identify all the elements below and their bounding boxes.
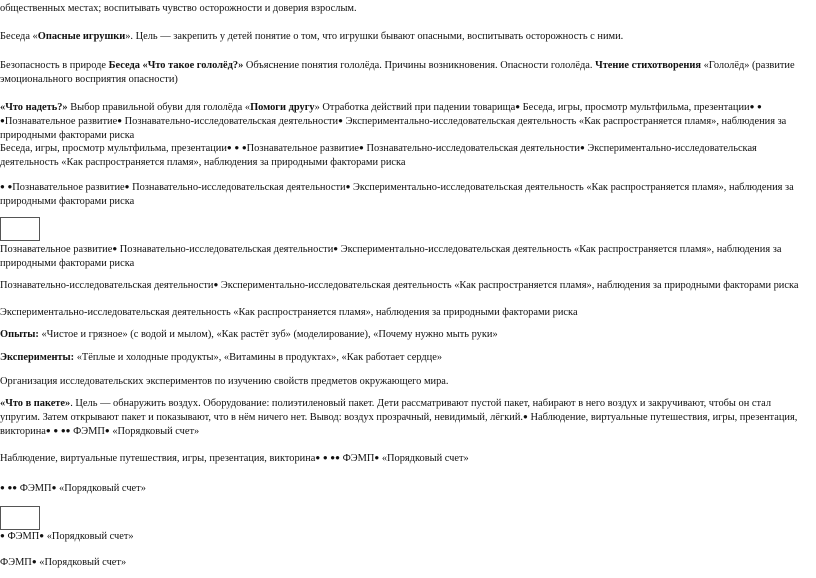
paragraph-what-to-wear [0,101,812,143]
text-span: «Порядковый счет» [379,453,469,464]
bullet-icon: ● [338,116,343,125]
text-span: Познавательно-исследовательская деятельности [122,116,339,127]
paragraph-research-organization [0,375,812,389]
bold-title: Чтение стихотворения [595,60,701,71]
bold-title: «Что в пакете» [0,398,71,409]
paragraph-dangerous-toys [0,30,812,44]
paragraph-experiments-hygiene [0,328,812,342]
bullet-icon: ● [0,182,5,191]
text-span: Познавательное развитие [12,182,125,193]
text-span: » Отработка действий при падении товарища [314,102,516,113]
bullet-icon: ● [579,143,585,152]
text-span: ФЭМП [0,557,32,568]
text-span: Организация исследовательских экспериментов по изучению свойств предметов окружающего мира. [0,376,449,387]
bullet-icon: ● [330,453,336,462]
text-span: Беседа, игры, просмотр мультфильма, презентации [0,143,227,154]
bullet-icon: ● [749,102,755,111]
text-span: ». Цель — закрепить у детей понятие о том, что игрушки бывают опасными, воспитывать осторожность с ними. [125,31,624,42]
bullet-icon: ● [53,426,59,435]
text-span: ФЭМП [70,426,105,437]
paragraph-experimental-activity [0,306,812,320]
paragraph-observation [0,452,812,466]
bullet-icon: ● [0,531,5,540]
text-span: Экспериментально-исследовательская деятельность «Как распространяется пламя», наблюдения за природными факторами риска [0,116,787,141]
bullet-icon: ● [60,426,66,435]
text-span: «Тёплые и холодные продукты», «Витамины в продуктах», «Как работает сердце» [74,352,443,363]
bullet-icon: ● [345,182,351,191]
bold-title: Помоги другу [250,102,315,113]
text-span: ФЭМП [17,483,52,494]
bullet-icon: ● [112,244,118,253]
paragraph-ice-talk [0,59,812,87]
bold-title: Беседа «Что такое гололёд?» [108,60,244,71]
paragraph-what-in-bag [0,397,812,439]
bullet-icon: ● [241,143,247,152]
bullet-icon: ● [31,557,37,566]
text-span: Познавательно-исследовательская деятельности [0,280,214,291]
text-span: Познавательное развитие [4,116,118,127]
text-span: Объяснение понятия гололёда. Причины возникновения. Опасности гололёда. [243,60,596,71]
bullet-icon: ● [315,453,321,462]
text-span: Экспериментально-исследовательская деятельность «Как распространяется пламя», наблюдения за природными факторами риска [0,182,794,207]
paragraph-fmp-3 [0,556,812,570]
text-span: Познавательно-исследовательская деятельности [129,182,346,193]
bold-title: Эксперименты: [0,352,75,363]
bullet-icon: ● [65,426,71,435]
bold-title: «Что надеть?» [0,102,68,113]
text-span: Познавательное развитие [0,244,113,255]
bullet-icon: ● [7,182,13,191]
empty-table-cell [0,506,40,530]
bold-title: Опасные игрушки [37,31,126,42]
bullet-icon: ● [515,102,521,111]
paragraph-research-activity [0,279,812,293]
paragraph-experiments-food [0,351,812,365]
text-span: ФЭМП [4,531,40,542]
bullet-icon: ● [335,453,340,462]
bullet-icon: ● [213,280,219,289]
text-span: общественных местах; воспитывать чувство осторожности и доверия взрослым. [0,3,357,14]
bullet-icon: ● [7,483,13,492]
bullet-icon: ● [39,531,45,540]
text-span: Экспериментально-исследовательская деятельность «Как распространяется пламя», наблюдения за природными факторами риска [0,244,782,269]
text-span: Выбор правильной обуви для гололёда « [67,102,251,113]
paragraph-fmp-1 [0,482,812,496]
text-span: Экспериментально-исследовательская деятельность «Как распространяется пламя», наблюдения за природными факторами риска [218,280,799,291]
paragraph-conversation-games [0,142,812,170]
text-span: Безопасность в природе [0,60,109,71]
text-span: . Цель — обнаружить воздух. Оборудование: полиэтиленовый пакет. Дети рассматривают пустой пакет, набирают в него воздух и закручивают, чтобы он стал упругим. Затем открывают пакет и показывают, что в нём ничего нет. Вывод: воздух прозрачный, невидимый, лёгкий. [0,398,772,423]
text-span: Экспериментально-исследовательская деятельность «Как распространяется пламя», наблюдения за природными факторами риска [0,307,578,318]
paragraph-safety-public [0,2,812,16]
bullet-icon: ● [51,483,57,492]
paragraph-cognitive-development [0,181,812,209]
bullet-icon: ● [0,483,5,492]
text-span: Беседа « [0,31,38,42]
bullet-icon: ● [523,412,528,421]
bullet-icon: ● [374,453,380,462]
text-span: Беседа, игры, просмотр мультфильма, презентации [520,102,750,113]
bullet-icon: ● [359,143,364,152]
bullet-icon: ● [12,483,18,492]
bullet-icon: ● [124,182,130,191]
text-span: ФЭМП [339,453,375,464]
text-span: «Чистое и грязное» (с водой и мылом), «Как растёт зуб» (моделирование), «Почему нужно мыть руки» [38,329,498,340]
text-span: «Гололёд» (развитие эмоционального восприятия опасности) [0,60,795,85]
bullet-icon: ● [757,102,762,111]
text-span: Наблюдение, виртуальные путешествия, игры, презентация, викторина [0,412,798,437]
bullet-icon: ● [322,453,328,462]
text-span: Наблюдение, виртуальные путешествия, игры, презентация, викторина [0,453,316,464]
bullet-icon: ● [226,143,232,152]
bullet-icon: ● [104,426,110,435]
paragraph-fmp-2 [0,530,812,544]
bullet-icon: ● [0,116,5,125]
text-span: Познавательно-исследовательская деятельности [363,143,580,154]
bold-title: Опыты: [0,329,39,340]
bullet-icon: ● [117,116,123,125]
text-span: «Порядковый счет» [36,557,127,568]
text-span: «Порядковый счет» [44,531,134,542]
text-span: Познавательно-исследовательская деятельности [117,244,334,255]
text-span: Экспериментально-исследовательская деятельность «Как распространяется пламя», наблюдения за природными факторами риска [0,143,757,168]
bullet-icon: ● [333,244,339,253]
text-span: Познавательное развитие [246,143,360,154]
empty-table-cell [0,217,40,241]
text-span: «Порядковый счет» [56,483,146,494]
paragraph-cognitive-research [0,243,812,271]
bullet-icon: ● [234,143,240,152]
bullet-icon: ● [45,426,51,435]
text-span: «Порядковый счет» [109,426,200,437]
